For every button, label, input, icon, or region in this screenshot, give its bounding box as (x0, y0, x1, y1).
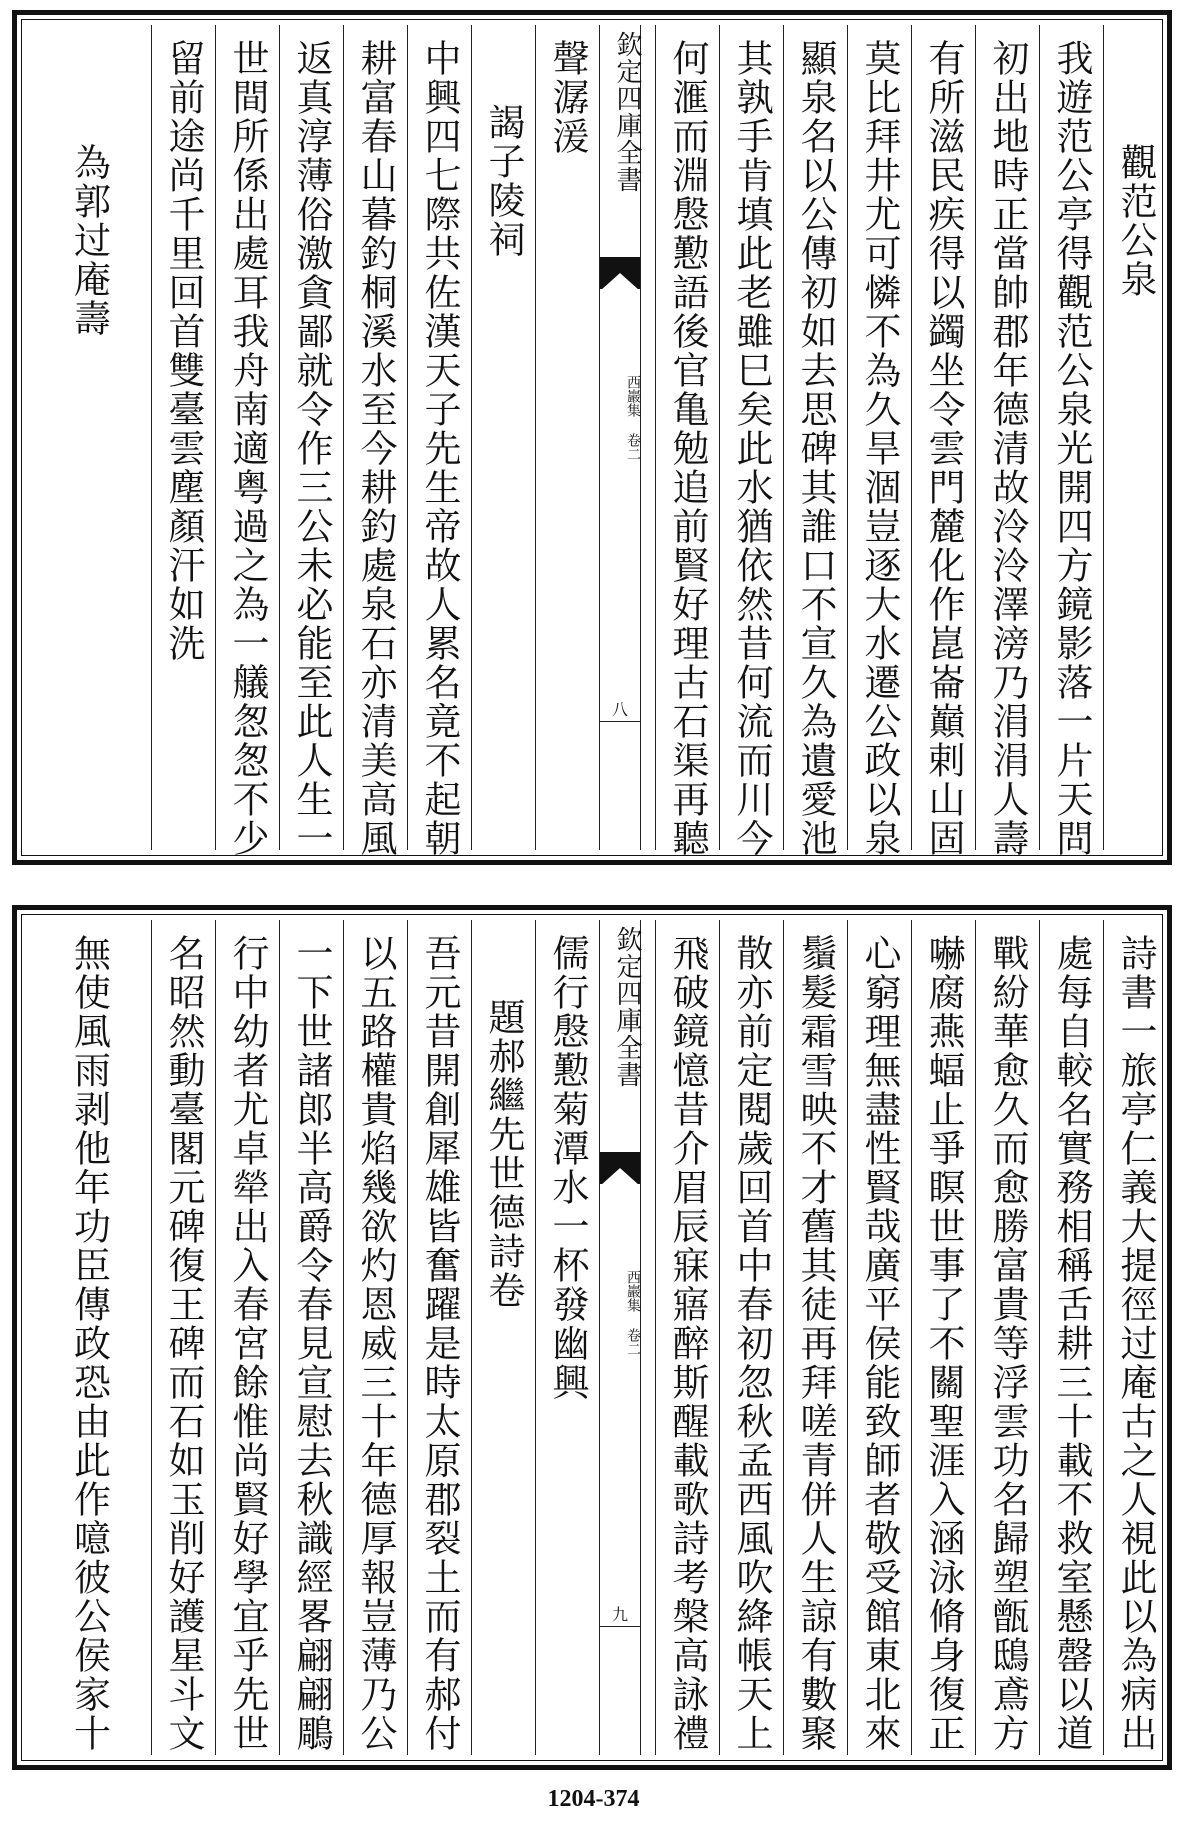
poem-title: 題郝繼先世德詩卷 (482, 998, 525, 1310)
text-column: 聲潺湲 (546, 39, 589, 156)
column (407, 920, 471, 1755)
column (719, 25, 783, 858)
column (215, 920, 279, 1755)
text-column: 散亦前定閱歲回首中春初忽秋孟西風吹絳帳天上 (730, 934, 773, 1753)
text-column: 處每自較名實務相稱舌耕三十載不救室懸罄以道 (1050, 934, 1093, 1753)
fish-tail-mark (600, 1152, 640, 1184)
text-column: 以五路權貴焰幾欲灼恩威三十年德厚報豈薄乃公 (354, 934, 397, 1753)
column (783, 25, 847, 858)
column (343, 25, 407, 858)
text-column: 儒行慇懃菊潭水一杯發幽興 (546, 934, 589, 1402)
center-fold (599, 25, 641, 850)
volume-label: 西巖集 卷二 (625, 375, 641, 461)
column (1103, 25, 1167, 850)
fish-tail-mark (600, 257, 640, 289)
text-column: 一下世諸郎半高爵令春見宣慰去秋識經畧翩翩鵰 (290, 934, 333, 1753)
text-column: 初出地時正當帥郡年德清故泠泠澤滂乃涓涓人壽 (986, 39, 1029, 858)
column (151, 25, 215, 850)
column (279, 920, 343, 1755)
text-column: 留前途尚千里回首雙臺雲塵顏汗如洗 (162, 39, 205, 663)
folio-number: 九 (611, 1605, 628, 1624)
catalog-number: 1204-374 (547, 1786, 640, 1812)
column (911, 25, 975, 858)
text-column: 耕富春山暮釣桐溪水至今耕釣處泉石亦清美高風 (354, 39, 397, 858)
text-column: 其孰手肯填此老雖巳矣此水猶依然昔何流而川今 (730, 39, 773, 858)
poem-title: 觀范公泉 (1114, 143, 1157, 299)
text-column: 嚇腐燕蝠止爭瞑世事了不關聖涯入涵泳脩身復正 (922, 934, 965, 1753)
column (655, 920, 719, 1755)
text-column: 我遊范公亭得觀范公泉光開四方鏡影落一片天問 (1050, 39, 1093, 858)
text-column: 顯泉名以公傳初如去思碑其誰口不宣久為遺愛池 (794, 39, 837, 858)
column (1103, 920, 1167, 1755)
volume-label: 西巖集 卷二 (625, 1270, 641, 1356)
column (27, 25, 151, 850)
text-column: 有所滋民疾得以蠲坐令雲門麓化作崑崙巔剌山固 (922, 39, 965, 858)
text-column: 行中幼者尤卓犖出入春宮餘惟尚賢好學宜乎先世 (226, 934, 269, 1753)
text-column: 飛破鏡憶昔介眉辰寐寤醉斯醒載歌詩考槃高詠禮 (666, 934, 709, 1753)
text-column: 何滙而淵慇懃語後官亀勉追前賢好理古石渠再聽 (666, 39, 709, 858)
column (1039, 25, 1103, 858)
book-title: 欽定四庫全書 (612, 31, 642, 193)
text-column: 名昭然動臺閣元碑復王碑而石如玉削好護星斗文 (162, 934, 205, 1753)
lower-page-columns (27, 920, 1157, 1755)
column (343, 920, 407, 1755)
poem-title: 謁子陵祠 (482, 103, 525, 259)
column (847, 920, 911, 1755)
column (911, 920, 975, 1755)
text-column: 無使風雨剥他年功臣傳政恐由此作噫彼公侯家十 (67, 934, 111, 1753)
text-column: 莫比拜井尤可憐不為久旱涸豈逐大水遷公政以泉 (858, 39, 901, 858)
column (151, 920, 215, 1755)
column (535, 25, 599, 850)
book-title: 欽定四庫全書 (612, 926, 642, 1088)
text-column: 戰紛華愈久而愈勝富貴等浮雲功名歸塑甑鴟鳶方 (986, 934, 1029, 1753)
column (719, 920, 783, 1755)
folio-number: 八 (611, 700, 628, 719)
lower-page (12, 905, 1172, 1770)
column (1039, 920, 1103, 1755)
upper-page-columns (27, 25, 1157, 858)
upper-page (12, 10, 1172, 865)
column (975, 25, 1039, 858)
column (975, 920, 1039, 1755)
fold-rule (600, 721, 640, 722)
column (407, 25, 471, 858)
poem-title: 為郭过庵壽 (67, 143, 111, 338)
text-column: 詩書一旅亭仁義大提徑过庵古之人視此以為病出 (1114, 934, 1157, 1753)
text-column: 心窮理無盡性賢哉廣平侯能致師者敬受館東北來 (858, 934, 901, 1753)
center-fold (599, 920, 641, 1755)
text-column: 世間所係出處耳我舟南適粤過之為一艤怱怱不少 (226, 39, 269, 858)
text-column: 鬚髮霜雪映不才舊其徒再拜嗟青併人生諒有數聚 (794, 934, 837, 1753)
column (215, 25, 279, 858)
column (655, 25, 719, 858)
column (471, 25, 535, 850)
column (847, 25, 911, 858)
column (471, 920, 535, 1755)
text-column: 返真淳薄俗激貪鄙就令作三公未必能至此人生一 (290, 39, 333, 858)
column (279, 25, 343, 858)
text-column: 吾元昔開創犀雄皆奮躍是時太原郡裂土而有郝付 (418, 934, 461, 1753)
fold-rule (600, 1626, 640, 1627)
column (535, 920, 599, 1755)
text-column: 中興四七際共佐漢天子先生帝故人累名竟不起朝 (418, 39, 461, 858)
column (27, 920, 151, 1755)
column (783, 920, 847, 1755)
